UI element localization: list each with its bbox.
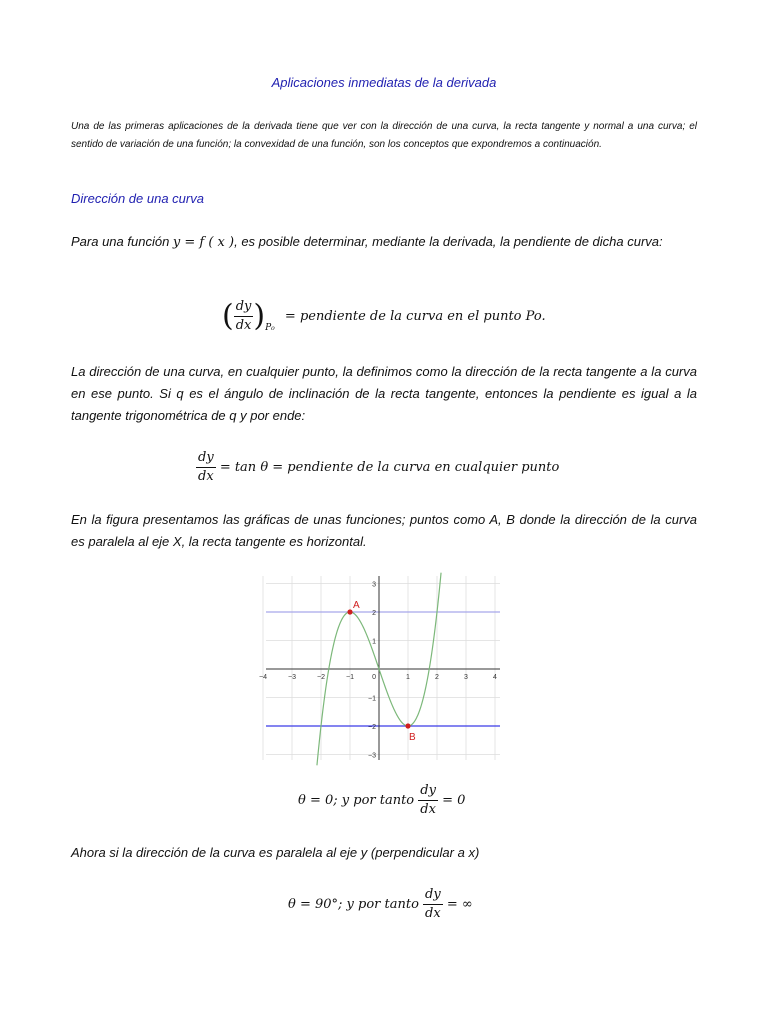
y-tick-label: 3 — [372, 581, 376, 589]
function-formula: y = f ( x ) — [172, 235, 235, 250]
equation-rhs: = pendiente de la curva en el punto Po. — [284, 309, 546, 324]
paragraph-function-after: , es posible determinar, mediante la derivada, la pendiente de dicha curva: — [234, 234, 663, 249]
y-tick-label: −2 — [368, 724, 376, 731]
paragraph-direction: La dirección de una curva, en cualquier punto, la definimos como la dirección de la recta tangente a la curva en ese punto. Si q es el ángulo de inclinación de la recta tangente, entonces la pendiente es igual a la tangente trigonométrica de q y por ende: — [71, 364, 697, 423]
x-tick-label: 0 — [372, 674, 376, 681]
equation-rhs: = tan θ = pendiente de la curva en cualquier punto — [219, 460, 560, 475]
x-tick-label: 2 — [435, 674, 439, 681]
derivative-fraction — [196, 449, 216, 486]
fraction-denominator: dx — [235, 318, 252, 333]
y-tick-label: −1 — [368, 695, 376, 703]
paragraph-vertical: Ahora si la dirección de la curva es paralela al eje y (perpendicular a x) — [71, 845, 480, 860]
y-tick-label: −3 — [368, 752, 376, 760]
equation-rhs: = 0 — [442, 793, 466, 808]
x-tick-label: −1 — [346, 674, 354, 681]
derivative-fraction — [234, 298, 254, 335]
fraction-numerator: dy — [418, 782, 438, 801]
x-tick-label: 3 — [464, 674, 468, 681]
derivative-fraction — [418, 782, 438, 819]
equation-tangent — [196, 449, 559, 486]
x-tick-labels — [259, 674, 497, 681]
fraction-numerator: dy — [196, 449, 216, 468]
equation-lhs: θ = 0; y por tanto — [298, 793, 419, 808]
x-tick-label: −3 — [288, 674, 296, 681]
right-paren: ) — [253, 298, 266, 334]
left-paren: ( — [222, 298, 234, 334]
point-b — [405, 723, 410, 728]
function-graph — [259, 572, 506, 764]
y-tick-label: 1 — [372, 638, 376, 646]
fraction-denominator: dx — [198, 469, 214, 484]
x-tick-label: 1 — [406, 674, 410, 681]
equation-rhs: = ∞ — [446, 897, 473, 912]
y-tick-labels — [368, 582, 376, 760]
fraction-numerator: dy — [234, 298, 254, 317]
point-b-label: B — [409, 732, 416, 743]
derivative-fraction — [423, 886, 443, 923]
x-tick-label: −4 — [259, 674, 267, 681]
intro-paragraph: Una de las primeras aplicaciones de la derivada tiene que ver con la dirección de una curva, la recta tangente y normal a una curva; el sentido de variación de una función; la convexidad de una función, son los conceptos que expondremos a continuación. — [71, 121, 697, 150]
equation-slope-at-point — [222, 298, 546, 335]
x-tick-label: −2 — [317, 674, 325, 681]
graph-grid — [263, 576, 500, 760]
equation-lhs: θ = 90°; y por tanto — [288, 897, 424, 912]
y-tick-label: 2 — [372, 610, 376, 617]
fraction-denominator: dx — [420, 802, 436, 817]
paragraph-function — [71, 231, 697, 254]
point-a-label: A — [353, 600, 360, 611]
point-a — [347, 609, 352, 614]
fraction-numerator: dy — [423, 886, 443, 905]
paragraph-figure: En la figura presentamos las gráficas de unas funciones; puntos como A, B donde la dirección de la curva es paralela al eje X, la recta tangente es horizontal. — [71, 512, 697, 549]
x-tick-label: 4 — [493, 674, 497, 681]
point-subscript: P₀ — [265, 323, 275, 333]
equation-vertical — [288, 886, 473, 923]
equation-horizontal — [298, 782, 465, 819]
fraction-denominator: dx — [425, 906, 441, 921]
paragraph-function-before: Para una función — [71, 234, 173, 249]
section-heading: Dirección de una curva — [71, 191, 204, 206]
page-title: Aplicaciones inmediatas de la derivada — [271, 75, 497, 90]
